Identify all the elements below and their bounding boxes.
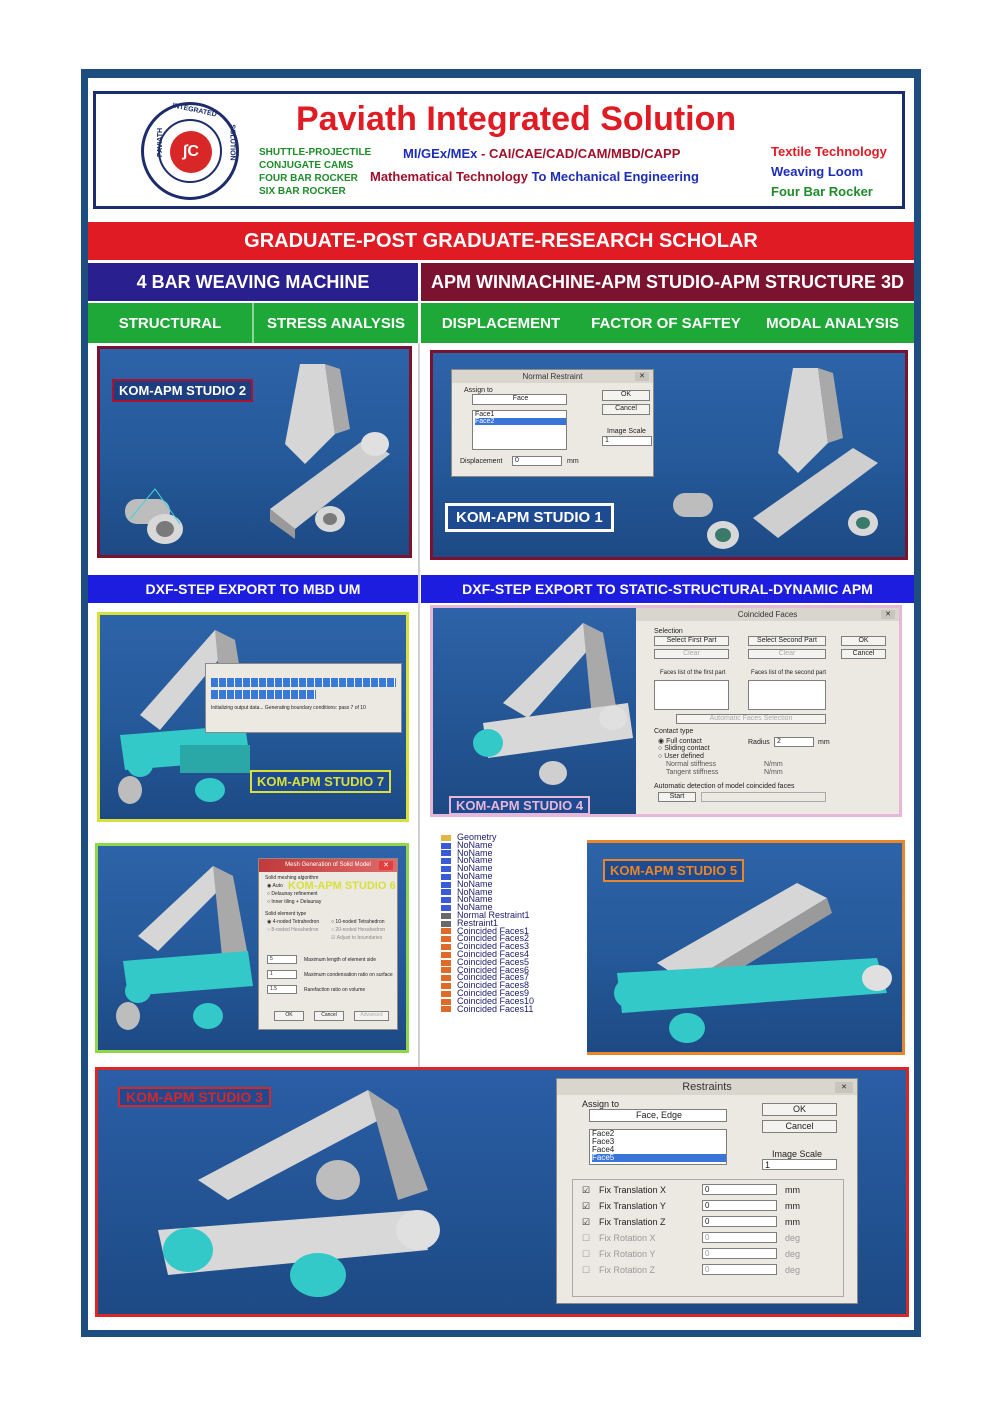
adjust-checkbox[interactable]: ☑ Adjust to boundaries: [331, 935, 383, 941]
tree-label: NoName: [457, 870, 493, 881]
restraint-icon: [441, 913, 451, 919]
condensation-label: Maximum condensation ratio on surface: [304, 972, 393, 978]
logo-core: ∫C: [170, 131, 212, 173]
restraint-label: Fix Rotation Y: [599, 1249, 656, 1259]
tree-label: NoName: [457, 902, 493, 913]
radio-sliding-contact[interactable]: ○ Sliding contact: [658, 745, 710, 752]
tagline-1b: - CAI/CAE/CAD/CAM/MBD/CAPP: [477, 146, 681, 161]
image-scale-label: Image Scale: [772, 1149, 823, 1159]
studio-label: KOM-APM STUDIO 6: [288, 880, 396, 892]
auto-select-button[interactable]: Automatic Faces Selection: [676, 714, 826, 724]
tree-label: Coincided Faces9: [457, 987, 530, 998]
radio-full-contact[interactable]: ◉ Full contact: [658, 738, 702, 745]
tree-label: NoName: [457, 894, 493, 905]
advanced-button[interactable]: Advanced: [354, 1011, 389, 1021]
coincided-icon: [441, 960, 451, 966]
assign-label: Assign to: [464, 387, 493, 394]
tree-label: Coincided Faces10: [457, 995, 535, 1006]
dialog-title: Restraints: [557, 1079, 857, 1095]
ten-node-label: 10-noded Tetrahedron: [335, 919, 385, 925]
tab-factor-of-safety: FACTOR OF SAFTEY: [591, 314, 741, 332]
solid-icon: [441, 882, 451, 888]
restraint-label: Fix Translation Z: [599, 1217, 666, 1227]
max-length-label: Maximum length of element side: [304, 957, 376, 963]
right-banner: APM WINMACHINE-APM STUDIO-APM STRUCTURE 3D: [421, 263, 914, 301]
normal-stiffness-unit: N/mm: [764, 761, 783, 768]
dialog-title: Normal Restraint: [452, 370, 653, 383]
tagline-2: [370, 169, 699, 184]
close-icon[interactable]: ✕: [379, 861, 393, 870]
auto-label: Auto: [272, 883, 283, 889]
tree-label: Coincided Faces11: [457, 1003, 534, 1014]
restraint-unit: mm: [785, 1201, 800, 1211]
restraint-value-input[interactable]: 0: [702, 1184, 777, 1195]
coincided-icon: [441, 975, 451, 981]
main-banner: GRADUATE-POST GRADUATE-RESEARCH SCHOLAR: [88, 222, 914, 260]
restraints-dialog: [556, 1078, 858, 1304]
restraint-unit: mm: [785, 1217, 800, 1227]
radius-unit: mm: [818, 739, 830, 746]
restraint-label: Fix Translation X: [599, 1185, 667, 1195]
coincided-icon: [441, 944, 451, 950]
displacement-label: Displacement: [460, 458, 503, 465]
restraint-checkbox[interactable]: ☑: [582, 1217, 591, 1227]
grid-divider: [418, 343, 420, 1073]
tree-label: Coincided Faces2: [457, 933, 530, 944]
normal-stiffness-label: Normal stiffness: [666, 761, 717, 768]
tab-displacement: DISPLACEMENT: [441, 314, 561, 332]
cancel-button[interactable]: Cancel: [841, 649, 886, 659]
panel-studio-1: [430, 350, 908, 560]
elem-type-label: Solid element type: [265, 911, 307, 917]
radio-delaunay[interactable]: ○ Delaunay refinement: [267, 891, 318, 897]
solid-icon: [441, 850, 451, 856]
folder-icon: [441, 835, 451, 841]
cancel-button[interactable]: Cancel: [762, 1120, 837, 1133]
tree-label: Coincided Faces4: [457, 948, 530, 959]
ok-button[interactable]: OK: [274, 1011, 304, 1021]
restraint-checkbox[interactable]: ☑: [582, 1201, 591, 1211]
eight-node-label: 8-noded Hexahedron: [271, 927, 319, 933]
panel-studio-6: [95, 843, 409, 1053]
sliding-contact-label: Sliding contact: [664, 745, 710, 752]
inner-tiling-label: Inner tiling + Delaunay: [271, 899, 322, 905]
selection-label: Selection: [654, 628, 683, 635]
four-node-label: 4-noded Tetrahedron: [272, 919, 320, 925]
tangent-stiffness-label: Tangent stiffness: [666, 769, 719, 776]
panel-studio-4: [430, 605, 902, 817]
header-box: [93, 91, 905, 209]
faces-first-list[interactable]: [654, 680, 729, 710]
image-scale-label: Image Scale: [607, 428, 646, 435]
restraint-label: Fix Rotation Z: [599, 1265, 656, 1275]
tagline-2b: To Mechanical Engineering: [531, 169, 699, 184]
tagline-2a: Mathematical Technology: [370, 169, 532, 184]
panel-studio-5: [587, 840, 905, 1055]
face-list[interactable]: [589, 1129, 727, 1165]
restraint-value-input[interactable]: 0: [702, 1200, 777, 1211]
condensation-input[interactable]: 1: [267, 970, 297, 979]
restraint-value-input[interactable]: 0: [702, 1216, 777, 1227]
close-icon[interactable]: ✕: [881, 610, 895, 619]
tree-label: NoName: [457, 839, 493, 850]
rarefaction-input[interactable]: 1.5: [267, 985, 297, 994]
tree-label: Coincided Faces7: [457, 972, 530, 983]
restraint-label: Fix Translation Y: [599, 1201, 666, 1211]
progress-text: Initializing output data... Generating boundary conditions: pass 7 of 10: [211, 705, 366, 711]
radius-input[interactable]: 2: [774, 737, 814, 747]
logo-text-top: INTEGRATED: [171, 102, 218, 119]
solid-icon: [441, 874, 451, 880]
tree-label: NoName: [457, 847, 493, 858]
tree-label: Coincided Faces5: [457, 956, 530, 967]
max-length-input[interactable]: 5: [267, 955, 297, 964]
displacement-input[interactable]: 0: [512, 456, 562, 466]
twenty-node-label: 20-noded Hexahedron: [335, 927, 386, 933]
coincided-icon: [441, 936, 451, 942]
algo-label: Solid meshing algorithm: [265, 875, 319, 881]
tagline-1a: MI/GEx/MEx: [403, 146, 478, 161]
solid-icon: [441, 905, 451, 911]
domain-item: Weaving Loom: [771, 164, 864, 179]
radio-auto[interactable]: ◉ Auto: [267, 883, 283, 889]
face-item-selected[interactable]: Face5: [592, 1154, 726, 1162]
solid-icon: [441, 866, 451, 872]
radio-8-node[interactable]: ○ 8-noded Hexahedron: [267, 927, 319, 933]
logo-text-left: PAVIATH: [157, 127, 165, 158]
logo-text-right: SOLUTION: [228, 124, 236, 161]
tree-label: Coincided Faces3: [457, 941, 530, 952]
radio-inner-tiling[interactable]: ○ Inner tiling + Delaunay: [267, 899, 322, 905]
tree-label: Coincided Faces1: [457, 925, 530, 936]
tree-label: Coincided Faces6: [457, 964, 530, 975]
export-left-banner: DXF-STEP EXPORT TO MBD UM: [88, 575, 418, 603]
detect-progress: [701, 792, 826, 802]
company-logo: [141, 102, 239, 200]
studio-label: KOM-APM STUDIO 2: [112, 379, 253, 402]
restraint-unit: deg: [785, 1233, 801, 1243]
assign-select[interactable]: Face: [472, 394, 567, 405]
restraint-value-input[interactable]: 0: [702, 1248, 777, 1259]
start-button[interactable]: Start: [658, 792, 696, 802]
product-item: SHUTTLE-PROJECTILE: [259, 147, 372, 158]
domain-item: Textile Technology: [771, 144, 887, 159]
restraint-value-input[interactable]: 0: [702, 1264, 777, 1275]
restraint-unit: mm: [785, 1185, 800, 1195]
face-item[interactable]: Face4: [592, 1145, 615, 1154]
panel-studio-7: [97, 612, 409, 822]
product-item: FOUR BAR ROCKER: [259, 173, 358, 184]
ok-button[interactable]: OK: [841, 636, 886, 646]
normal-restraint-dialog: [451, 369, 654, 477]
progress-dialog: [205, 663, 402, 733]
select-second-button[interactable]: Select Second Part: [748, 636, 826, 646]
product-item: CONJUGATE CAMS: [259, 160, 354, 171]
image-scale-input[interactable]: 1: [762, 1159, 837, 1170]
tree-label: Restraint1: [457, 917, 499, 928]
progress-bar-2: [211, 690, 316, 699]
tree-label: NoName: [457, 863, 493, 874]
dialog-title: Coincided Faces: [636, 608, 899, 621]
export-right-banner: DXF-STEP EXPORT TO STATIC-STRUCTURAL-DYNAMIC APM: [421, 575, 914, 603]
user-defined-label: User defined: [664, 753, 704, 760]
cancel-button[interactable]: Cancel: [602, 404, 650, 415]
delaunay-label: Delaunay refinement: [271, 891, 318, 897]
faces-first-label: Faces list of the first part: [660, 670, 726, 676]
solid-icon: [441, 897, 451, 903]
ok-button[interactable]: OK: [602, 390, 650, 401]
coincided-icon: [441, 928, 451, 934]
tagline-1: [403, 146, 680, 161]
dialog-title: Mesh Generation of Solid Model: [259, 859, 397, 872]
tree-label: NoName: [457, 886, 493, 897]
adjust-label: Adjust to boundaries: [336, 935, 383, 941]
clear-second-button[interactable]: Clear: [748, 649, 826, 659]
product-item: SIX BAR ROCKER: [259, 186, 346, 197]
restraint-label: Fix Rotation X: [599, 1233, 656, 1243]
tab-modal-analysis: MODAL ANALYSIS: [766, 314, 899, 332]
solid-icon: [441, 843, 451, 849]
coincided-faces-dialog: [636, 608, 899, 814]
face-item[interactable]: Face2: [592, 1129, 615, 1138]
faces-second-label: Faces list of the second part: [751, 670, 827, 676]
full-contact-label: Full contact: [666, 738, 702, 745]
coincided-icon: [441, 1006, 451, 1012]
domain-list: [771, 142, 887, 202]
domain-item: Four Bar Rocker: [771, 184, 873, 199]
restraint-value-input[interactable]: 0: [702, 1232, 777, 1243]
face-item[interactable]: Face1: [475, 411, 495, 418]
face-item-selected[interactable]: Face2: [475, 418, 566, 425]
tree-item[interactable]: [441, 1003, 587, 1014]
faces-second-list[interactable]: [748, 680, 826, 710]
solid-icon: [441, 858, 451, 864]
tangent-stiffness-unit: N/mm: [764, 769, 783, 776]
company-title: Paviath Integrated Solution: [296, 100, 737, 138]
auto-detect-label: Automatic detection of model coincided faces: [654, 783, 795, 790]
studio-label: KOM-APM STUDIO 5: [603, 859, 744, 882]
select-first-button[interactable]: Select First Part: [654, 636, 729, 646]
restraint-unit: deg: [785, 1249, 801, 1259]
solid-icon: [441, 889, 451, 895]
studio-label: KOM-APM STUDIO 7: [250, 770, 391, 793]
restraint-checkbox[interactable]: ☐: [582, 1249, 591, 1259]
radius-label: Radius: [748, 739, 770, 746]
tree-label: Normal Restraint1: [457, 909, 530, 920]
close-icon[interactable]: ✕: [635, 372, 649, 381]
panel-studio-3: [95, 1067, 909, 1317]
panel-studio-2: [97, 346, 412, 558]
restraint-icon: [441, 921, 451, 927]
clear-first-button[interactable]: Clear: [654, 649, 729, 659]
coincided-icon: [441, 983, 451, 989]
restraint-unit: deg: [785, 1265, 801, 1275]
rarefaction-label: Rarefaction ratio on volume: [304, 987, 366, 993]
assign-label: Assign to: [582, 1099, 620, 1109]
studio-label: KOM-APM STUDIO 4: [449, 796, 590, 815]
cancel-button[interactable]: Cancel: [314, 1011, 344, 1021]
radio-4-node[interactable]: ◉ 4-noded Tetrahedron: [267, 919, 320, 925]
model-render: [433, 608, 636, 814]
left-banner: 4 BAR WEAVING MACHINE: [88, 263, 418, 301]
studio-label: KOM-APM STUDIO 1: [445, 503, 614, 532]
model-tree: [441, 834, 587, 1054]
coincided-icon: [441, 991, 451, 997]
coincided-icon: [441, 967, 451, 973]
face-list[interactable]: [472, 410, 567, 450]
restraint-checkbox[interactable]: ☐: [582, 1265, 591, 1275]
studio-label: KOM-APM STUDIO 3: [118, 1087, 271, 1107]
ok-button[interactable]: OK: [762, 1103, 837, 1116]
image-scale-input[interactable]: 1: [602, 436, 652, 446]
assign-select[interactable]: Face, Edge: [589, 1109, 727, 1122]
face-item[interactable]: Face3: [592, 1137, 615, 1146]
coincided-icon: [441, 999, 451, 1005]
tree-label: Geometry: [457, 832, 497, 842]
tree-label: NoName: [457, 855, 493, 866]
tree-label: Coincided Faces8: [457, 980, 530, 991]
radio-20-node[interactable]: ○ 20-noded Hexahedron: [331, 927, 386, 933]
tab-stress-analysis: STRESS ANALYSIS: [266, 314, 406, 332]
restraint-checkbox[interactable]: ☐: [582, 1233, 591, 1243]
tab-structural: STRUCTURAL: [118, 314, 222, 332]
contact-type-label: Contact type: [654, 728, 694, 735]
restraint-checkbox[interactable]: ☑: [582, 1185, 591, 1195]
coincided-icon: [441, 952, 451, 958]
tree-label: NoName: [457, 878, 493, 889]
progress-bar-1: [211, 678, 396, 687]
product-list: [259, 146, 371, 198]
radio-user-defined[interactable]: ○ User defined: [658, 753, 704, 760]
radio-10-node[interactable]: ○ 10-noded Tetrahedron: [331, 919, 385, 925]
unit-label: mm: [567, 458, 579, 465]
close-icon[interactable]: ✕: [835, 1082, 853, 1093]
